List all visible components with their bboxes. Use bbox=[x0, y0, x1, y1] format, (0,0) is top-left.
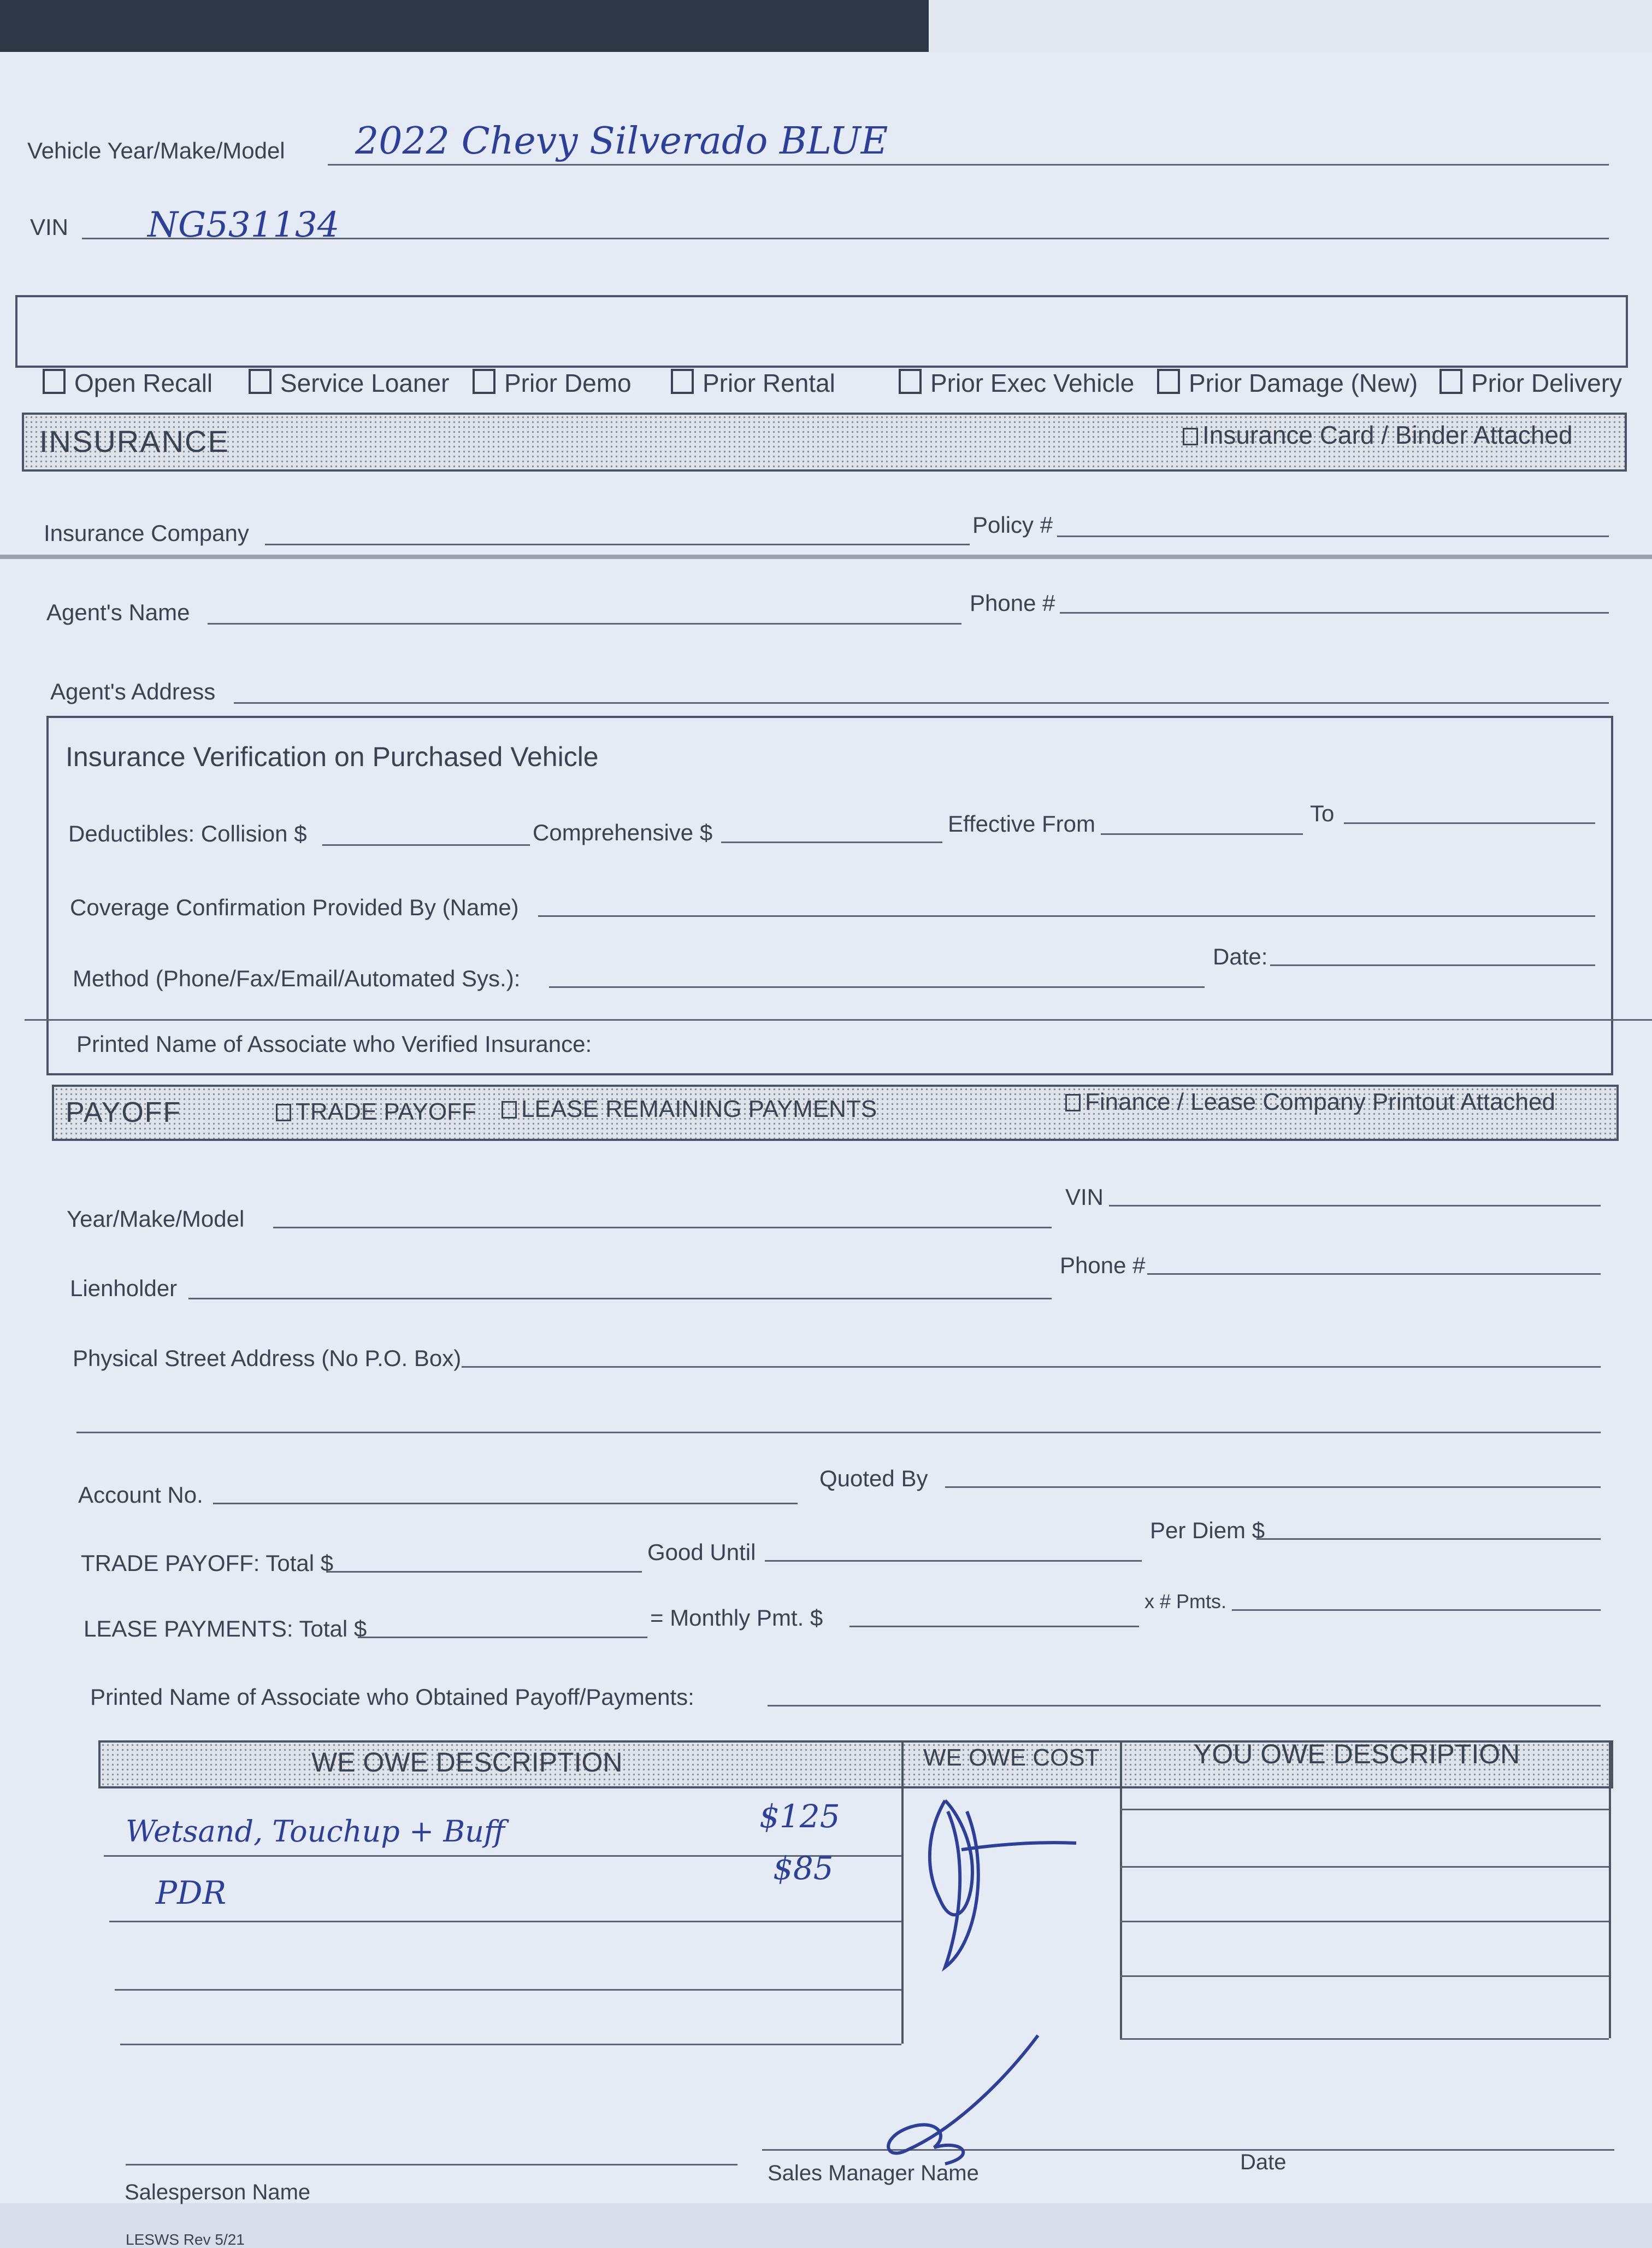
option-prior-exec-vehicle[interactable]: Prior Exec Vehicle bbox=[899, 369, 1134, 396]
trade-total-line[interactable] bbox=[328, 1571, 642, 1573]
sales-manager-label: Sales Manager Name bbox=[768, 2161, 979, 2185]
pmts-line[interactable] bbox=[1232, 1609, 1601, 1611]
street-address-label: Physical Street Address (No P.O. Box) bbox=[73, 1345, 462, 1371]
verification-title: Insurance Verification on Purchased Vehicle bbox=[66, 742, 599, 772]
checkbox-icon[interactable] bbox=[249, 369, 272, 394]
form-code: LESWS Rev 5/21 bbox=[126, 2231, 245, 2248]
monthly-pmt-label: = Monthly Pmt. $ bbox=[650, 1605, 823, 1631]
coverage-confirmation-label: Coverage Confirmation Provided By (Name) bbox=[70, 895, 519, 920]
checkbox-icon[interactable] bbox=[473, 369, 495, 394]
date-line[interactable] bbox=[1270, 964, 1595, 966]
comprehensive-label: Comprehensive $ bbox=[533, 820, 713, 845]
good-until-label: Good Until bbox=[647, 1539, 756, 1565]
lienholder-line[interactable] bbox=[188, 1298, 1052, 1299]
method-line[interactable] bbox=[549, 986, 1205, 988]
you-owe-row-line-5 bbox=[1120, 2038, 1609, 2040]
effective-from-label: Effective From bbox=[948, 811, 1095, 837]
manager-signature bbox=[874, 2030, 1049, 2172]
effective-from-line[interactable] bbox=[1101, 833, 1303, 835]
we-owe-row-1-cost[interactable]: $125 bbox=[759, 1798, 840, 1835]
payoff-ymm-line[interactable] bbox=[273, 1227, 1052, 1228]
checkbox-icon[interactable] bbox=[1065, 1094, 1081, 1111]
agent-name-label: Agent's Name bbox=[46, 599, 190, 625]
deductible-collision-label: Deductibles: Collision $ bbox=[68, 821, 307, 846]
checkbox-icon[interactable] bbox=[899, 369, 922, 394]
payoff-ymm-label: Year/Make/Model bbox=[67, 1206, 245, 1232]
checkbox-icon[interactable] bbox=[1439, 369, 1462, 394]
agent-address-label: Agent's Address bbox=[50, 679, 216, 704]
vehicle-options-box bbox=[15, 295, 1628, 368]
to-line[interactable] bbox=[1344, 822, 1595, 824]
agent-phone-line[interactable] bbox=[1060, 612, 1609, 614]
vehicle-ymm-line bbox=[328, 164, 1609, 166]
account-no-line[interactable] bbox=[213, 1503, 798, 1504]
option-prior-delivery[interactable]: Prior Delivery bbox=[1439, 369, 1622, 396]
lease-total-label: LEASE PAYMENTS: Total $ bbox=[84, 1616, 367, 1641]
you-owe-row-line-1 bbox=[1120, 1809, 1609, 1810]
table-divider-3 bbox=[1609, 1740, 1611, 2038]
we-owe-description-header: WE OWE DESCRIPTION bbox=[311, 1747, 623, 1778]
table-row-line-3 bbox=[115, 1989, 901, 1991]
vin-label: VIN bbox=[30, 214, 69, 240]
street-address-line[interactable] bbox=[462, 1366, 1601, 1368]
table-row-line-2 bbox=[109, 1921, 901, 1922]
option-open-recall[interactable]: Open Recall bbox=[43, 369, 213, 396]
initials-signature bbox=[907, 1779, 1114, 1986]
checkbox-icon[interactable] bbox=[1157, 369, 1180, 394]
checkbox-icon[interactable] bbox=[276, 1104, 291, 1121]
agent-name-line[interactable] bbox=[208, 623, 961, 625]
date-footer-label: Date bbox=[1240, 2150, 1287, 2174]
option-prior-demo[interactable]: Prior Demo bbox=[473, 369, 632, 396]
vehicle-ymm-label: Vehicle Year/Make/Model bbox=[27, 138, 285, 163]
policy-label: Policy # bbox=[972, 512, 1053, 538]
you-owe-description-header: YOU OWE DESCRIPTION bbox=[1194, 1739, 1520, 1769]
account-no-label: Account No. bbox=[78, 1482, 203, 1508]
we-owe-cost-header: WE OWE COST bbox=[923, 1744, 1100, 1771]
you-owe-row-line-2 bbox=[1120, 1866, 1609, 1868]
quoted-by-line[interactable] bbox=[945, 1486, 1601, 1488]
date-label: Date: bbox=[1213, 944, 1268, 969]
option-service-loaner[interactable]: Service Loaner bbox=[249, 369, 449, 396]
we-owe-row-1-description[interactable]: Wetsand, Touchup + Buff bbox=[126, 1814, 505, 1849]
to-label: To bbox=[1310, 801, 1335, 826]
good-until-line[interactable] bbox=[765, 1560, 1142, 1562]
lienholder-label: Lienholder bbox=[70, 1275, 178, 1301]
salesperson-line[interactable] bbox=[126, 2164, 738, 2165]
monthly-pmt-line[interactable] bbox=[849, 1626, 1139, 1627]
verification-divider bbox=[25, 1019, 1652, 1021]
trade-payoff-option[interactable]: TRADE PAYOFF bbox=[276, 1100, 476, 1124]
checkbox-icon[interactable] bbox=[1183, 428, 1198, 445]
per-diem-line[interactable] bbox=[1256, 1538, 1601, 1540]
vehicle-ymm-value[interactable]: 2022 Chevy Silverado BLUE bbox=[355, 120, 888, 163]
coverage-confirmation-line[interactable] bbox=[538, 915, 1595, 917]
insurance-company-label: Insurance Company bbox=[44, 520, 249, 546]
lease-total-line[interactable] bbox=[358, 1637, 647, 1638]
printed-name-payoff-label: Printed Name of Associate who Obtained Payoff/Payments: bbox=[90, 1684, 694, 1710]
trade-total-label: TRADE PAYOFF: Total $ bbox=[81, 1550, 334, 1576]
printout-attached-option[interactable]: Finance / Lease Company Printout Attached bbox=[1065, 1090, 1555, 1114]
checkbox-icon[interactable] bbox=[502, 1101, 517, 1119]
deductible-collision-line[interactable] bbox=[322, 844, 530, 846]
agent-address-line[interactable] bbox=[234, 702, 1609, 704]
table-row-line-4 bbox=[120, 2044, 901, 2045]
printed-name-payoff-line[interactable] bbox=[768, 1705, 1601, 1706]
lienholder-phone-line[interactable] bbox=[1147, 1273, 1601, 1275]
pmts-label: x # Pmts. bbox=[1144, 1590, 1227, 1613]
method-label: Method (Phone/Fax/Email/Automated Sys.): bbox=[73, 966, 521, 991]
quoted-by-label: Quoted By bbox=[819, 1466, 928, 1491]
option-prior-rental[interactable]: Prior Rental bbox=[671, 369, 835, 396]
we-owe-row-2-description[interactable]: PDR bbox=[156, 1874, 227, 1911]
agent-phone-label: Phone # bbox=[970, 590, 1055, 616]
insurance-company-line[interactable] bbox=[265, 544, 970, 545]
paper-fold-line bbox=[0, 555, 1652, 559]
checkbox-icon[interactable] bbox=[671, 369, 694, 394]
insurance-header: INSURANCE bbox=[39, 424, 229, 458]
we-owe-row-2-cost[interactable]: $85 bbox=[773, 1850, 834, 1887]
comprehensive-line[interactable] bbox=[721, 841, 942, 843]
printed-name-verified-label: Printed Name of Associate who Verified Insurance: bbox=[76, 1031, 592, 1057]
per-diem-label: Per Diem $ bbox=[1150, 1517, 1265, 1543]
policy-line[interactable] bbox=[1057, 535, 1609, 537]
street-address-line-2[interactable] bbox=[76, 1432, 1601, 1433]
lease-remaining-option[interactable]: LEASE REMAINING PAYMENTS bbox=[502, 1097, 877, 1121]
vin-value[interactable]: NG531134 bbox=[148, 205, 340, 245]
lienholder-phone-label: Phone # bbox=[1060, 1252, 1146, 1278]
salesperson-label: Salesperson Name bbox=[125, 2180, 311, 2204]
table-divider-2 bbox=[1120, 1740, 1122, 2038]
table-divider-1 bbox=[901, 1740, 904, 2044]
insurance-card-option[interactable]: Insurance Card / Binder Attached bbox=[1183, 422, 1573, 448]
checkbox-icon[interactable] bbox=[43, 369, 66, 394]
you-owe-row-line-4 bbox=[1120, 1975, 1609, 1977]
you-owe-row-line-3 bbox=[1120, 1921, 1609, 1922]
option-prior-damage[interactable]: Prior Damage (New) bbox=[1157, 369, 1418, 396]
payoff-vin-label: VIN bbox=[1065, 1184, 1104, 1210]
form-page bbox=[0, 52, 1652, 2248]
payoff-header: PAYOFF bbox=[66, 1097, 182, 1128]
payoff-vin-line[interactable] bbox=[1109, 1205, 1601, 1207]
